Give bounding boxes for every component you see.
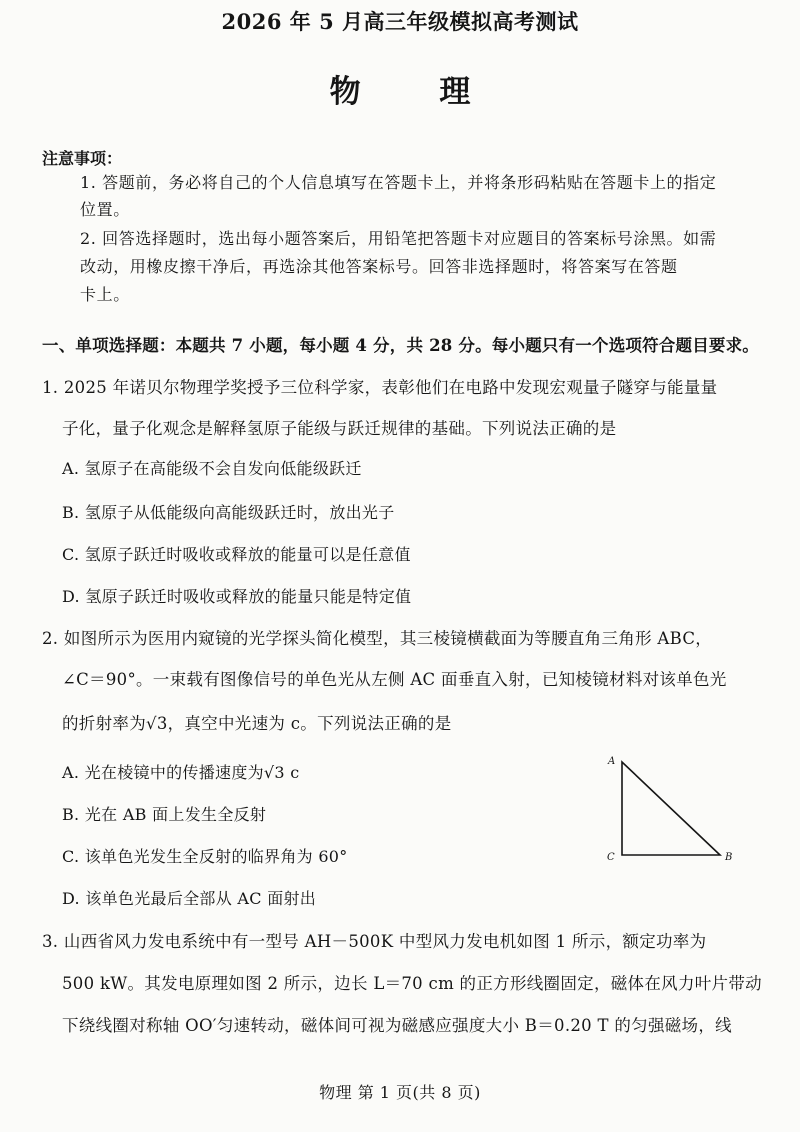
- question-3-line: 下绕线圈对称轴 OO′匀速转动，磁体间可视为磁感应强度大小 B＝0.20 T 的匀强磁场，线: [62, 1016, 732, 1035]
- question-2-line: ∠C＝90°。一束载有图像信号的单色光从左侧 AC 面垂直入射，已知棱镜材料对该单色光: [62, 670, 727, 689]
- question-1-option-d: D. 氢原子跃迁时吸收或释放的能量只能是特定值: [62, 587, 412, 606]
- question-1-option-b: B. 氢原子从低能级向高能级跃迁时，放出光子: [62, 503, 395, 522]
- vertex-label-c: C: [607, 852, 615, 863]
- question-2-option-b: B. 光在 AB 面上发生全反射: [62, 805, 267, 824]
- question-2-option-a: A. 光在棱镜中的传播速度为√3 c: [62, 763, 300, 782]
- page-footer: 物理 第 1 页(共 8 页): [319, 1083, 481, 1102]
- vertex-label-b: B: [725, 852, 733, 863]
- question-3-line: 500 kW。其发电原理如图 2 所示，边长 L＝70 cm 的正方形线圈固定，磁体在风力叶片带动: [62, 974, 762, 993]
- question-1-line: 1. 2025 年诺贝尔物理学奖授予三位科学家，表彰他们在电路中发现宏观量子隧穿与能量量: [42, 378, 718, 397]
- question-2-line: 的折射率为√3，真空中光速为 c。下列说法正确的是: [62, 714, 452, 733]
- subject-title: 物 理: [329, 74, 505, 110]
- question-2-option-d: D. 该单色光最后全部从 AC 面射出: [62, 889, 317, 908]
- question-2-line: 2. 如图所示为医用内窥镜的光学探头简化模型，其三棱镜横截面为等腰直角三角形 ABC，: [42, 629, 713, 648]
- vertex-label-a: A: [608, 756, 616, 767]
- question-2-option-c: C. 该单色光发生全反射的临界角为 60°: [62, 847, 348, 866]
- notice-line: 改动，用橡皮擦干净后，再选涂其他答案标号。回答非选择题时，将答案写在答题: [80, 257, 678, 276]
- notice-line: 1. 答题前，务必将自己的个人信息填写在答题卡上，并将条形码粘贴在答题卡上的指定: [80, 173, 717, 192]
- question-1-option-a: A. 氢原子在高能级不会自发向低能级跃迁: [62, 459, 362, 478]
- prism-triangle-figure: [598, 752, 748, 867]
- section-heading: 一、单项选择题：本题共 7 小题，每小题 4 分，共 28 分。每小题只有一个选项符合题目要求。: [42, 336, 759, 355]
- exam-header-title: 2026 年 5 月高三年级模拟高考测试: [221, 9, 579, 34]
- triangle-abc: [622, 762, 720, 855]
- question-1-line: 子化，量子化观念是解释氢原子能级与跃迁规律的基础。下列说法正确的是: [62, 419, 617, 438]
- notice-line: 卡上。: [80, 285, 130, 304]
- question-3-line: 3. 山西省风力发电系统中有一型号 AH－500K 中型风力发电机如图 1 所示，额定功率为: [42, 932, 707, 951]
- question-1-option-c: C. 氢原子跃迁时吸收或释放的能量可以是任意值: [62, 545, 411, 564]
- notice-line: 2. 回答选择题时，选出每小题答案后，用铅笔把答题卡对应题目的答案标号涂黑。如需: [80, 229, 717, 248]
- notice-line: 位置。: [80, 200, 130, 219]
- notice-heading: 注意事项：: [42, 149, 123, 168]
